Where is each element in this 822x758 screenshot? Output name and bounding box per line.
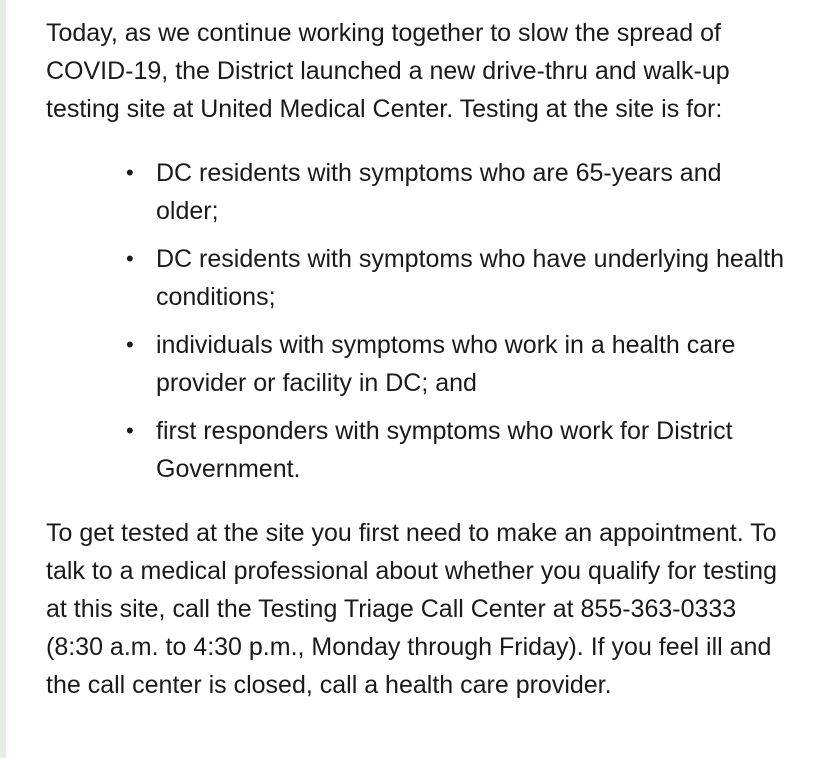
intro-paragraph: Today, as we continue working together to slow the spread of COVID-19, the District launched a new drive-thru and walk-up testing site at United Medical Center. Testing at the site is for: bbox=[46, 19, 730, 123]
list-item bbox=[126, 412, 786, 488]
list-item bbox=[126, 240, 786, 316]
list-item bbox=[126, 326, 786, 402]
article-body bbox=[46, 14, 786, 704]
bullet-icon: • bbox=[126, 160, 134, 185]
bullet-icon: • bbox=[126, 418, 134, 443]
bullet-icon: • bbox=[126, 246, 134, 271]
list-item bbox=[126, 154, 786, 230]
bullet-icon: • bbox=[126, 332, 134, 357]
list-item-text: DC residents with symptoms who have underlying health conditions; bbox=[156, 245, 785, 311]
list-item-text: first responders with symptoms who work for District Government. bbox=[156, 417, 733, 483]
eligibility-list bbox=[46, 154, 786, 488]
instructions-paragraph: To get tested at the site you first need to make an appointment. To talk to a medical professional about whether you qualify for testing at this site, call the Testing Triage Call Center at 855-363-0333 (8:30 a.m. to 4:30 p.m., Monday through Friday). If you feel ill and the call center is closed, call a health care provider. bbox=[46, 519, 777, 699]
list-item-text: individuals with symptoms who work in a health care provider or facility in DC; and bbox=[156, 331, 736, 397]
list-item-text: DC residents with symptoms who are 65-years and older; bbox=[156, 159, 722, 225]
left-border-rule bbox=[0, 0, 6, 758]
